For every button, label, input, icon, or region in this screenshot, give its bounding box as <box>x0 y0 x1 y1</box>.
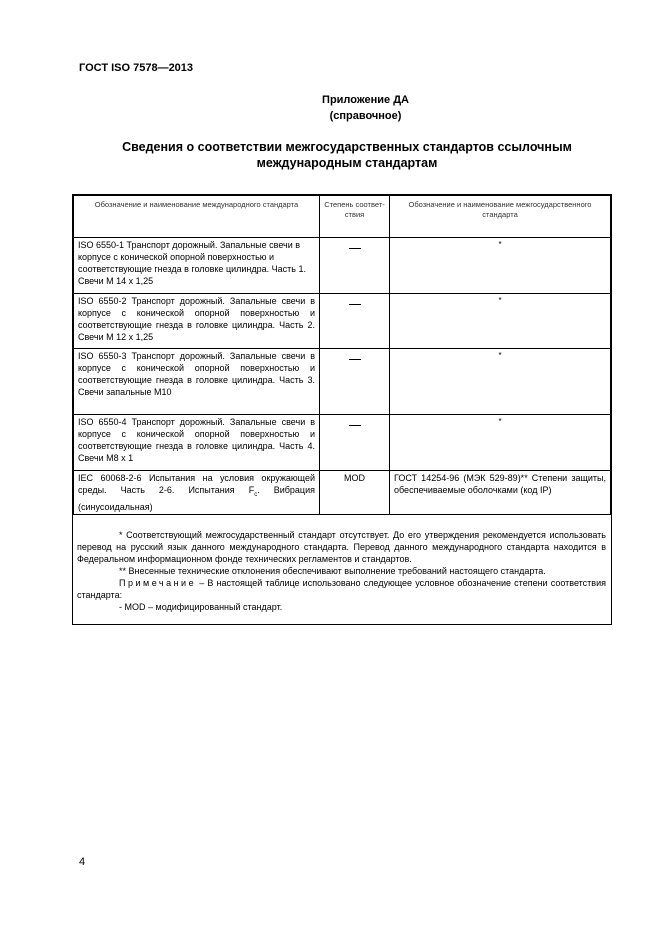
note-text: – В настоящей таблице использовано следующее условное обозначение степени соответствия стандарта: <box>77 578 606 600</box>
table-notes <box>73 529 610 613</box>
annex-title: Приложение ДА <box>322 94 409 106</box>
header-international: Обозначение и наименование международного стандарта <box>74 196 320 238</box>
standard-code: ГОСТ ISO 7578—2013 <box>79 62 194 74</box>
cell-degree: MOD <box>320 471 390 515</box>
table-header-row <box>74 196 611 238</box>
table-row <box>74 294 611 349</box>
dash-mark <box>349 304 361 305</box>
cell-international <box>74 471 320 515</box>
document-title: Сведения о соответствии межгосударственных стандартов ссылочным международным стандартам <box>122 140 572 170</box>
page-number: 4 <box>79 856 86 868</box>
cell-international: ISO 6550-4 Транспорт дорожный. Запальные свечи в корпусе с конической опорной поверхностью и соответствующие гнезда в головке цилиндра. Часть 4. Свечи М8 x 1 <box>74 415 320 471</box>
dash-mark <box>349 425 361 426</box>
table-row <box>74 349 611 415</box>
table-row <box>74 238 611 294</box>
cell-degree <box>320 294 390 349</box>
note-label: Примечание <box>119 578 197 588</box>
footnote-1: * Соответствующий межгосударственный стандарт отсутствует. До его утверждения рекомендуется использовать перевод на русский язык данного международного стандарта. Перевод данного международного стандарта находится в Федеральном информационном фонде технических регламентов и стандартов. <box>77 530 606 564</box>
cell-degree <box>320 349 390 415</box>
cell-international: ISO 6550-3 Транспорт дорожный. Запальные свечи в корпусе с конической опорной поверхностью и соответствующие гнезда в головке цилиндра. Часть 3. Свечи запальные М10 <box>74 349 320 415</box>
cell-interstate: * <box>390 238 611 294</box>
annex-type: (справочное) <box>329 110 402 122</box>
correspondence-table-frame <box>72 194 612 625</box>
dash-mark <box>349 359 361 360</box>
cell-interstate: ГОСТ 14254-96 (МЭК 529-89)** Степени защиты, обеспечиваемые оболочками (код IP) <box>390 471 611 515</box>
cell-degree <box>320 238 390 294</box>
table-row <box>74 415 611 471</box>
iec-subscript: c <box>254 491 258 498</box>
iec-text: IEC 60068-2-6 Испытания на условия окружающей среды. Часть 2-6. Испытания F <box>78 473 315 495</box>
mod-definition: - MOD – модифицированный стандарт. <box>119 602 283 612</box>
cell-interstate: * <box>390 294 611 349</box>
cell-interstate: * <box>390 349 611 415</box>
header-degree: Степень соответ- ствия <box>320 196 390 238</box>
table-row <box>74 471 611 515</box>
cell-international: ISO 6550-1 Транспорт дорожный. Запальные свечи в корпусе с конической опорной поверхностью и соответствующие гнезда в головке цилиндра. Часть 1. Свечи М 14 x 1,25 <box>74 238 320 294</box>
correspondence-table <box>73 195 611 515</box>
cell-degree <box>320 415 390 471</box>
footnote-2: ** Внесенные технические отклонения обеспечивают выполнение требований настоящего стандарта. <box>119 566 546 576</box>
dash-mark <box>349 248 361 249</box>
header-interstate: Обозначение и наименование межгосударственного стандарта <box>390 196 611 238</box>
cell-interstate: * <box>390 415 611 471</box>
note <box>77 577 606 601</box>
iec-text-tail: . Вибрация (синусоидальная) <box>78 485 315 512</box>
cell-international: ISO 6550-2 Транспорт дорожный. Запальные свечи в корпусе с конической опорной поверхностью и соответствующие гнезда в головке цилиндра. Часть 2. Свечи М 12 x 1,25 <box>74 294 320 349</box>
